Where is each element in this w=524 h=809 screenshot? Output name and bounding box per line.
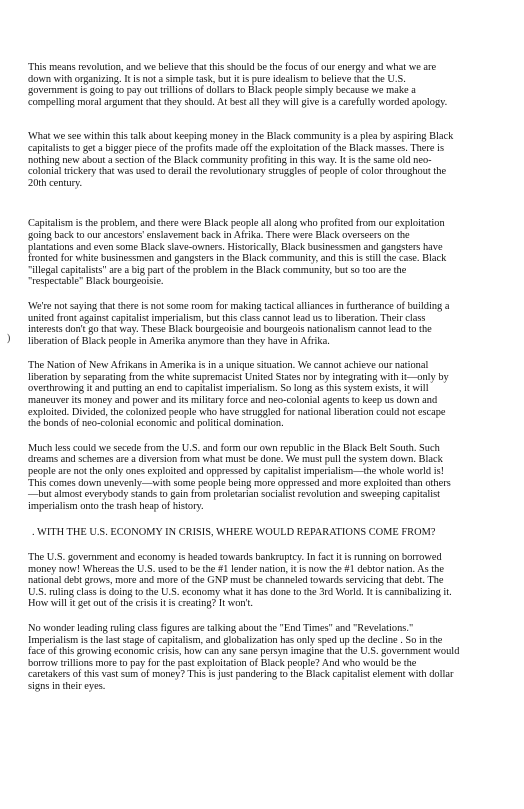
- paragraph-secede: Much less could we secede from the U.S. and form our own republic in the Black Belt South. Such dreams and schemes are a diversion from what must be done. We must pull the system down. Black people are not the only ones exploited and oppressed by capitalist imperialism—the whole world is! This comes down unevenly—with some people being more oppressed and more exploited than others —but almost everybody stands to gain from proletarian socialist revolution and sweeping capitalist imperialism onto the trash heap of history.: [28, 442, 451, 512]
- paragraph-nation-new-afrikans: The Nation of New Afrikans in Amerika is in a unique situation. We cannot achieve our national liberation by separating from the white supremacist United States nor by integrating with it—only by overthrowing it and putting an end to capitalist imperialism. So long as this system exists, it will maneuver its money and power and its military force and neo-colonial agents to keep us down and exploited. Divided, the colonized people who have struggled for national liberation could not escape the bonds of neo-colonial economic and political domination.: [28, 360, 449, 430]
- document-page: [28, 62, 506, 693]
- paragraph-revolution: This means revolution, and we believe that this should be the focus of our energy and what we are down with organizing. It is not a simple task, but it is pure idealism to believe that the U.S. government is going to pay out trillions of dollars to Black people simply because we make a compelling moral argument that they should. At best all they will give is a carefully worded apology.: [28, 62, 448, 108]
- section-heading-economy-crisis: . WITH THE U.S. ECONOMY IN CRISIS, WHERE WOULD REPARATIONS COME FROM?: [32, 527, 436, 539]
- paragraph-capitalism-problem: Capitalism is the problem, and there were Black people all along who profited from our exploitation going back to our ancestors' enslavement back in Afrika. There were Black overseers on the plantations and even some Black slave-owners. Historically, Black businessmen and gangsters have fronted for white businessmen and gangsters in the Black community, and this is still the case. Black "illegal capitalists" are a big part of the problem in the Black community, but so too are the "respectable" Black bourgeoisie.: [28, 218, 447, 288]
- paragraph-end-times: No wonder leading ruling class figures are talking about the "End Times" and "Revelations." Imperialism is the last stage of capitalism, and globalization has only sped up the decline . So in the face of this growing economic crisis, how can any sane persyn imagine that the U.S. government would borrow trillions more to pay for the past exploitation of Black people? And who would be the caretakers of this vast sum of money? This is just pandering to the Black capitalist element with dollar signs in their eyes.: [28, 622, 460, 692]
- paragraph-black-capitalists: What we see within this talk about keeping money in the Black community is a plea by aspiring Black capitalists to get a bigger piece of the profits made off the exploitation of the Black masses. There is nothing new about a section of the Black community profiting in this way. It is the same old neo- colonial trickery that was used to derail the revolutionary struggles of people of color throughout the 20th century.: [28, 131, 454, 189]
- margin-mark: ): [7, 333, 11, 344]
- paragraph-bankruptcy: The U.S. government and economy is headed towards bankruptcy. In fact it is running on borrowed money now! Whereas the U.S. used to be the #1 lender nation, it is now the #1 debtor nation. As the national debt grows, more and more of the GNP must be channeled towards servicing that debt. The U.S. ruling class is doing to the U.S. economy what it has done to the 3rd World. It is cannibalizing it. How will it get out of the crisis it is creating? It won't.: [28, 552, 452, 610]
- paragraph-tactical-alliances: We're not saying that there is not some room for making tactical alliances in furtherance of building a united front against capitalist imperialism, but this class cannot lead us to liberation. Their class interests don't go that way. These Black bourgeoisie and bourgeois nationalism cannot lead to the liberation of Black people in Amerika anymore than they have in Afrika.: [28, 300, 450, 347]
